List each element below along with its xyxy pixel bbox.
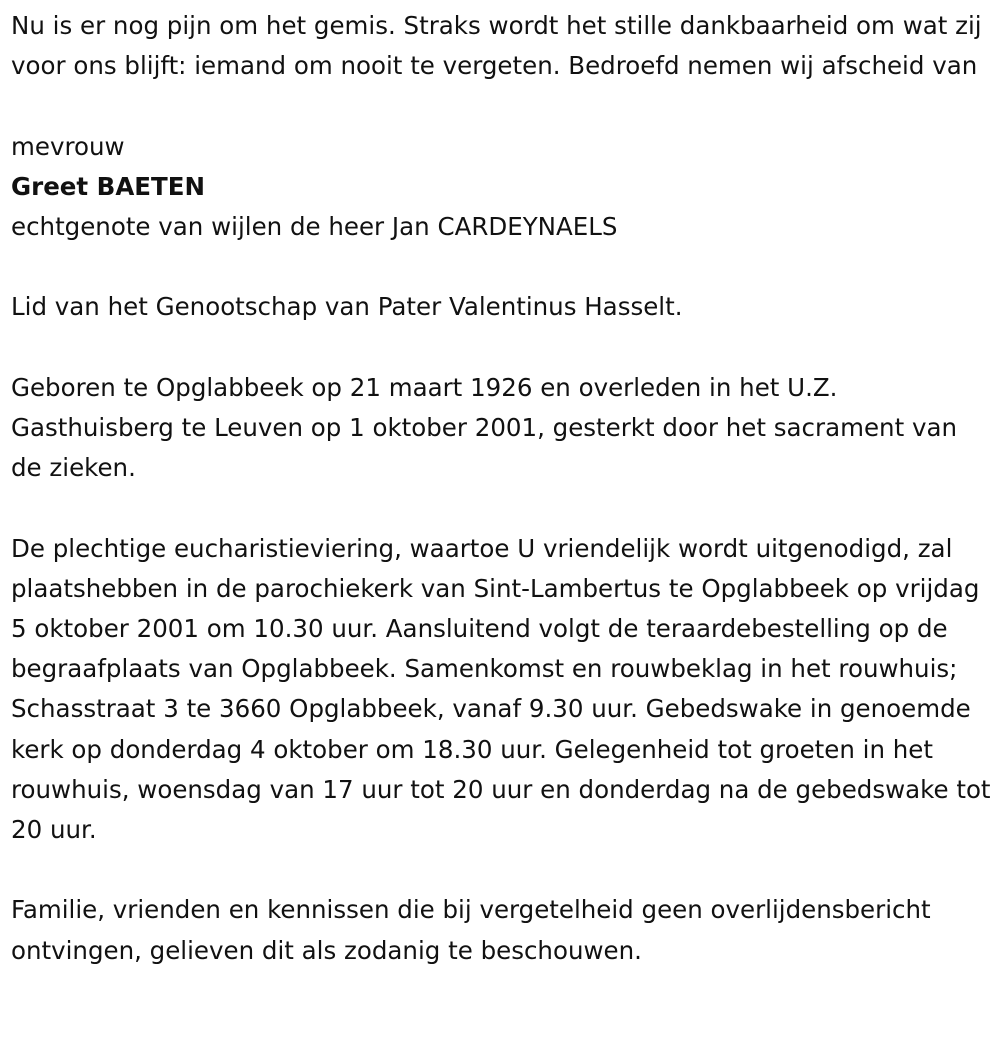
membership-line: Lid van het Genootschap van Pater Valentinus Hasselt. bbox=[11, 292, 683, 322]
closing-paragraph: Familie, vrienden en kennissen die bij vergetelheid geen overlijdensbericht ontvingen, gelieven dit als zodanig te beschouwen. bbox=[11, 895, 931, 965]
ceremony-paragraph: De plechtige eucharistieviering, waartoe U vriendelijk wordt uitgenodigd, zal plaatshebben in de parochiekerk van Sint-Lambertus te Opglabbeek op vrijdag 5 oktober 2001 om 10.30 uur. Aansluitend volgt de teraardebestelling op de begraafplaats van Opglabbeek. Samenkomst en rouwbeklag in het rouwhuis; Schasstraat 3 te 3660 Opglabbeek, vanaf 9.30 uur. Gebedswake in genoemde kerk op donderdag 4 oktober om 18.30 uur. Gelegenheid tot groeten in het rouwhuis, woensdag van 17 uur tot 20 uur en donderdag na de gebedswake tot 20 uur. bbox=[11, 533, 991, 844]
salutation: mevrouw bbox=[11, 131, 125, 161]
spouse-line: echtgenote van wijlen de heer Jan CARDEYNAELS bbox=[11, 212, 618, 241]
deceased-name: Greet BAETEN bbox=[11, 171, 205, 201]
birth-death-paragraph: Geboren te Opglabbeek op 21 maart 1926 en overleden in het U.Z. Gasthuisberg te Leuven op 1 oktober 2001, gesterkt door het sacrament van de zieken. bbox=[11, 372, 958, 483]
intro-paragraph: Nu is er nog pijn om het gemis. Straks wordt het stille dankbaarheid om wat zij voor ons blijft: iemand om nooit te vergeten. Bedroefd nemen wij afscheid van bbox=[11, 11, 982, 81]
obituary-notice bbox=[11, 6, 991, 971]
